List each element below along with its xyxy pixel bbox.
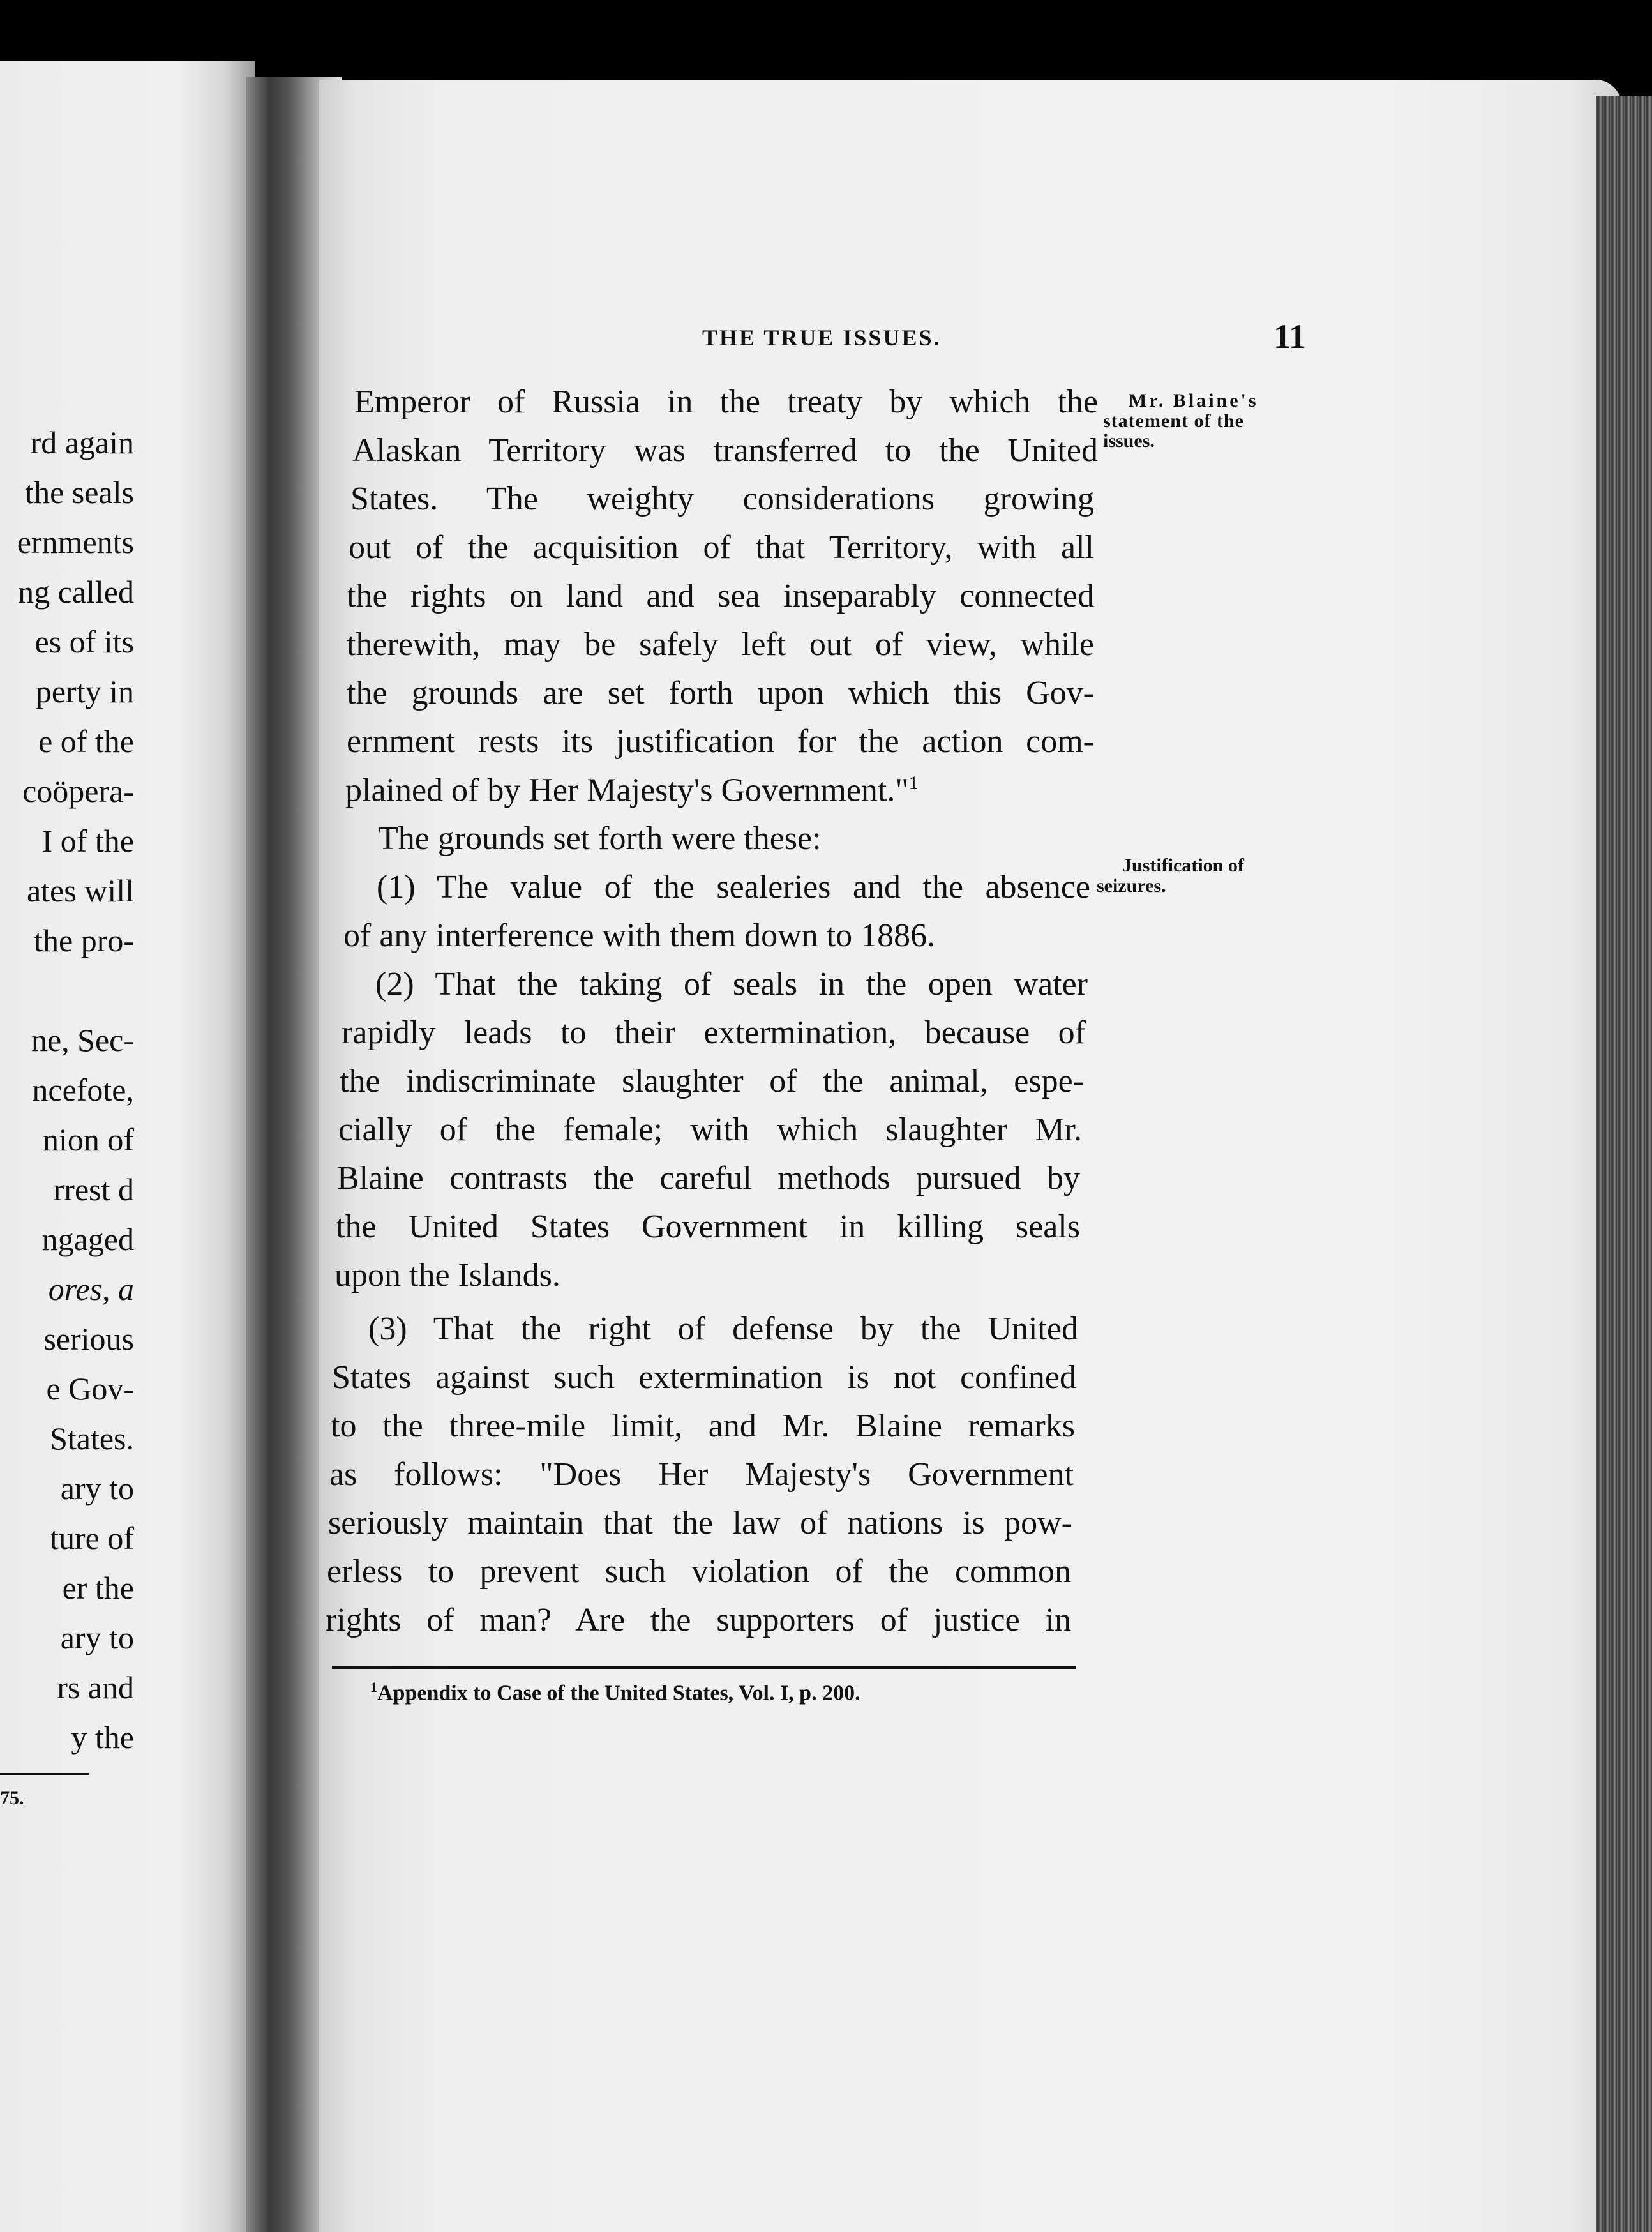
facing-line: rs and [57, 1670, 134, 1705]
facing-line: coöpera- [22, 773, 134, 809]
sidenote-line: Mr. Blaine's [1129, 390, 1259, 411]
facing-line: serious [43, 1321, 134, 1357]
facing-line: ernments [17, 524, 134, 560]
facing-line: the pro- [34, 923, 134, 958]
facing-footnote-rule [0, 1773, 89, 1775]
facing-line: e of the [38, 723, 134, 759]
page-number: 11 [1273, 317, 1307, 356]
facing-line: I of the [41, 823, 134, 859]
running-head: THE TRUE ISSUES. [702, 325, 942, 351]
body-line: upon the Islands. [334, 1257, 560, 1293]
body-line: Alaskan Territory was transferred to the United [352, 432, 1098, 469]
sidenote-justification [1097, 855, 1244, 896]
body-line: (2) That the taking of seals in the open water [375, 966, 1088, 1002]
body-line: rights of man? Are the supporters of justice in [326, 1602, 1071, 1638]
facing-line: perty in [35, 674, 134, 709]
body-line: ernment rests its justification for the action com- [347, 723, 1094, 760]
body-line: out of the acquisition of that Territory, with all [349, 529, 1094, 566]
body-line [345, 774, 919, 807]
facing-line: y the [71, 1719, 134, 1755]
facing-line: ores, a [48, 1271, 134, 1307]
body-line: The grounds set forth were these: [378, 820, 822, 857]
body-line: as follows: "Does Her Majesty's Government [329, 1456, 1074, 1493]
facing-line: ne, Sec- [31, 1022, 134, 1058]
facing-line: ncefote, [32, 1072, 134, 1108]
body-line: therewith, may be safely left out of view, while [347, 626, 1094, 663]
facing-line: ates will [26, 873, 134, 909]
facing-line: nion of [42, 1122, 134, 1157]
body-line: seriously maintain that the law of nations is pow- [328, 1505, 1072, 1541]
body-line: erless to prevent such violation of the common [327, 1553, 1071, 1590]
sidenote-blaine [1103, 390, 1259, 451]
body-line: (3) That the right of defense by the United [368, 1311, 1078, 1347]
sidenote-line: statement of the [1103, 410, 1244, 432]
body-line: States. The weighty considerations growing [350, 481, 1094, 517]
facing-line: ary to [60, 1470, 134, 1506]
body-line: the indiscriminate slaughter of the animal, espe- [340, 1063, 1084, 1099]
body-line: the rights on land and sea inseparably connected [347, 578, 1094, 614]
body-line-text: plained of by Her Majesty's Government." [345, 772, 909, 809]
body-line: rapidly leads to their extermination, because of [342, 1014, 1086, 1051]
footnote [370, 1679, 860, 1705]
body-line: to the three-mile limit, and Mr. Blaine remarks [331, 1408, 1075, 1444]
footnote-number: 1 [370, 1679, 377, 1695]
body-line: (1) The value of the sealeries and the absence [377, 869, 1090, 905]
footnote-rule [332, 1666, 1076, 1669]
footnote-marker: 1 [908, 773, 919, 794]
facing-page [0, 61, 255, 2232]
facing-line: ary to [60, 1620, 134, 1655]
facing-line: ngaged [41, 1221, 134, 1257]
body-line: Blaine contrasts the careful methods pursued by [337, 1160, 1080, 1196]
body-line: States against such extermination is not confined [332, 1359, 1076, 1396]
body-line: Emperor of Russia in the treaty by which the [354, 384, 1098, 420]
facing-line: ture of [50, 1520, 134, 1556]
facing-line: e Gov- [46, 1371, 134, 1406]
sidenote-line: Justification of [1122, 855, 1244, 876]
facing-line: rrest d [53, 1172, 134, 1207]
page-edges [1596, 96, 1652, 2232]
sidenote-line: seizures. [1097, 875, 1166, 896]
body-line: cially of the female; with which slaughter Mr. [338, 1112, 1082, 1148]
sidenote-line: issues. [1103, 430, 1155, 451]
footnote-text: Appendix to Case of the United States, Vol. I, p. 200. [377, 1681, 860, 1705]
facing-line: rd again [30, 425, 134, 460]
facing-line: er the [62, 1570, 134, 1606]
body-line: the United States Government in killing seals [336, 1209, 1080, 1245]
facing-footnote: 75. [0, 1788, 24, 1809]
facing-line: the seals [25, 474, 134, 510]
facing-line: ng called [18, 574, 134, 610]
facing-line: States. [50, 1421, 134, 1456]
facing-line: es of its [34, 624, 134, 660]
body-line: of any interference with them down to 1886. [343, 917, 936, 954]
body-line: the grounds are set forth upon which this Gov- [347, 675, 1094, 711]
